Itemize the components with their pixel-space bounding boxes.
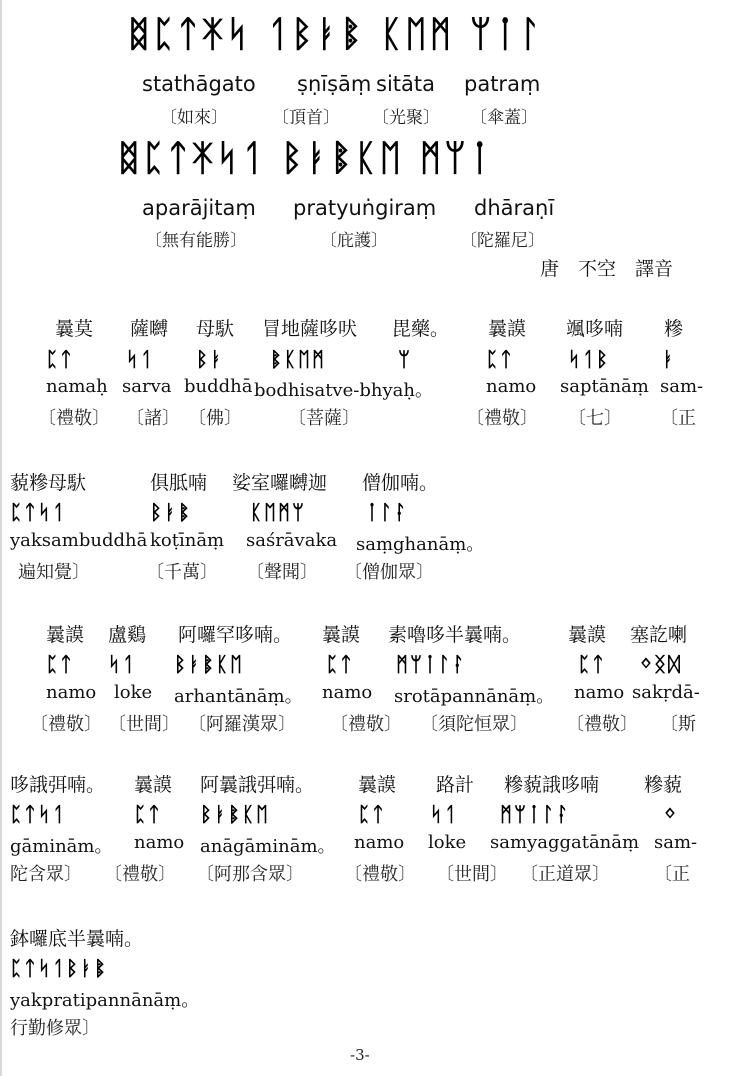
title-gloss: 〔陀羅尼〕 — [460, 231, 545, 251]
romanization: namo — [46, 682, 97, 703]
gloss: 〔聲聞〕 — [246, 562, 318, 583]
gloss: 〔禮敬〕 — [330, 714, 402, 735]
title-word: dhāraṇī — [474, 196, 555, 220]
siddham-glyphs: ᛈᛏᛋᛐᛒᛓᛔ — [10, 956, 108, 980]
title-word: patraṃ — [464, 72, 541, 96]
siddham-glyphs: ᛕᛖᛗᛘ — [250, 500, 306, 524]
gloss: 〔世間〕 — [108, 714, 180, 735]
gloss: 〔正道眾〕 — [520, 864, 610, 885]
siddham-glyphs: ᛒᛓᛔ — [150, 500, 192, 524]
romanization: gāminām。 — [10, 836, 113, 857]
gloss: 〔僧伽眾〕 — [344, 562, 434, 583]
han-syllables: 俱胝喃 — [150, 472, 208, 494]
romanization: namaḥ — [46, 376, 108, 397]
gloss: 〔正 — [660, 408, 696, 429]
romanization: sarva — [122, 376, 172, 397]
title-word: ṣṇīṣāṃ — [297, 72, 372, 96]
gloss: 〔菩薩〕 — [288, 408, 360, 429]
siddham-glyphs: ᛋᛐ — [108, 652, 136, 676]
gloss: 〔七〕 — [568, 408, 622, 429]
romanization: yaksambuddhā — [10, 530, 148, 551]
gloss: 〔阿那含眾〕 — [196, 864, 304, 885]
siddham-glyphs: ᛒᛓᛔᛕᛖ — [200, 802, 270, 826]
romanization: bodhisatve-bhyaḥ。 — [254, 380, 433, 401]
han-syllables: 曩謨 — [46, 624, 85, 646]
siddham-glyphs: ᛘ — [398, 347, 412, 371]
title-word: stathāgato — [142, 72, 256, 96]
han-syllables: 曩謨 — [322, 624, 361, 646]
gloss: 〔諸〕 — [126, 408, 180, 429]
siddham-glyphs: ᛔᛕᛖᛗ — [270, 347, 326, 371]
romanization: namo — [486, 376, 537, 397]
translator-credit: 唐 不空 譯音 — [540, 258, 674, 280]
siddham-glyphs: ᛈᛏ — [578, 652, 606, 676]
han-syllables: 曩莫 — [55, 318, 94, 340]
siddham-glyphs: ᛈᛏ — [326, 652, 354, 676]
gloss: 〔阿羅漢眾〕 — [188, 714, 296, 735]
romanization: koṭīnāṃ — [150, 530, 225, 551]
siddham-glyphs: ᛓ — [662, 347, 676, 371]
han-syllables: 曩謨 — [134, 774, 173, 796]
romanization: namo — [354, 832, 405, 853]
siddham-glyphs: ᛒᛓᛔᛕᛖ — [174, 652, 244, 676]
han-syllables: 薩嚩 — [130, 318, 169, 340]
han-syllables: 阿囉罕哆喃。 — [178, 624, 293, 646]
romanization: saptānāṃ — [560, 376, 649, 397]
page-number: -3- — [350, 1046, 370, 1064]
gloss: 〔禮敬〕 — [566, 714, 638, 735]
gloss: 〔須陀恒眾〕 — [420, 714, 528, 735]
gloss: 〔正 — [654, 864, 690, 885]
romanization: buddhā — [184, 376, 253, 397]
romanization: saṃghanāṃ。 — [356, 534, 485, 555]
han-syllables: 颯哆喃 — [566, 318, 624, 340]
romanization: namo — [322, 682, 373, 703]
siddham-glyphs: ᛈᛏ — [46, 347, 74, 371]
han-syllables: 冒地薩哆吠 — [262, 318, 358, 340]
han-syllables: 藐糝母馱 — [10, 472, 87, 494]
siddham-glyphs: ᛈᛏᛋᛐ — [10, 500, 66, 524]
siddham-glyphs: ᛈᛏ — [358, 802, 386, 826]
romanization: sam- — [660, 376, 704, 397]
siddham-glyphs: ᛗᛘᛙᛚᛛ — [500, 802, 570, 826]
title-word: sitāta — [376, 72, 435, 96]
gloss: 遍知覺〕 — [18, 562, 90, 583]
han-syllables: 鉢囉底半曩喃。 — [10, 928, 144, 950]
gloss: 〔千萬〕 — [146, 562, 218, 583]
siddham-glyphs: ᛈᛏ — [46, 652, 74, 676]
gloss: 〔禮敬〕 — [104, 864, 176, 885]
siddham-glyphs: ᛋᛐ — [126, 347, 154, 371]
han-syllables: 哆誐弭喃。 — [10, 774, 106, 796]
siddham-glyphs: ᛋᛐ — [430, 802, 458, 826]
han-syllables: 曩謨 — [358, 774, 397, 796]
gloss: 〔世間〕 — [436, 864, 508, 885]
page-edge-rule — [0, 0, 2, 1076]
han-syllables: 僧伽喃。 — [362, 472, 439, 494]
title-gloss: 〔頂首〕 — [272, 108, 340, 128]
romanization: yakpratipannānāṃ。 — [10, 990, 200, 1011]
gloss: 〔斯 — [660, 714, 696, 735]
gloss: 行勤修眾〕 — [10, 1018, 100, 1039]
han-syllables: 曩謨 — [488, 318, 527, 340]
han-syllables: 母馱 — [196, 318, 235, 340]
romanization: arhantānāṃ。 — [174, 686, 303, 707]
gloss: 陀含眾〕 — [10, 864, 82, 885]
gloss: 〔禮敬〕 — [38, 408, 110, 429]
title-siddham-line-1: ᛥᛈᛏᛡᛋ ᛐᛒᛓᛔ ᛕᛖᛗ ᛘᛙᛚ — [128, 14, 544, 55]
romanization: loke — [114, 682, 153, 703]
title-gloss: 〔無有能勝〕 — [145, 231, 247, 251]
han-syllables: 糝 — [664, 318, 684, 340]
siddham-glyphs: ᛒᛓ — [196, 347, 224, 371]
title-gloss: 〔傘蓋〕 — [470, 108, 538, 128]
han-syllables: 路計 — [436, 774, 475, 796]
siddham-glyphs: ᛈᛏ — [486, 347, 514, 371]
title-word: pratyuṅgiraṃ — [293, 196, 437, 220]
han-syllables: 娑室囉嚩迦 — [232, 472, 328, 494]
romanization: srotāpannānāṃ。 — [394, 686, 555, 707]
romanization: saśrāvaka — [246, 530, 338, 551]
gloss: 〔禮敬〕 — [30, 714, 102, 735]
han-syllables: 毘藥。 — [392, 318, 450, 340]
siddham-glyphs: ᛗᛘᛙᛚᛛ — [396, 652, 466, 676]
title-siddham-line-2: ᛥᛈᛏᛡᛋᛐ ᛒᛓᛔᛕᛖ ᛗᛘᛙ — [118, 138, 494, 179]
gloss: 〔佛〕 — [188, 408, 242, 429]
han-syllables: 盧鷄 — [108, 624, 147, 646]
siddham-glyphs: ᛜ — [664, 802, 678, 826]
romanization: namo — [574, 682, 625, 703]
han-syllables: 糝藐 — [644, 774, 683, 796]
romanization: loke — [428, 832, 467, 853]
title-gloss: 〔如來〕 — [160, 108, 228, 128]
han-syllables: 塞訖喇 — [630, 624, 688, 646]
romanization: namo — [134, 832, 185, 853]
siddham-glyphs: ᛈᛏᛋᛐ — [10, 802, 66, 826]
romanization: sam- — [654, 832, 698, 853]
title-word: aparājitaṃ — [142, 196, 256, 220]
siddham-glyphs: ᛜᛝᛞ — [640, 652, 682, 676]
romanization: samyaggatānāṃ — [490, 832, 640, 853]
siddham-glyphs: ᛙᛚᛛ — [366, 500, 408, 524]
siddham-glyphs: ᛈᛏ — [134, 802, 162, 826]
siddham-glyphs: ᛋᛐᛒ — [568, 347, 610, 371]
title-gloss: 〔光聚〕 — [372, 108, 440, 128]
han-syllables: 阿曩誐弭喃。 — [200, 774, 315, 796]
gloss: 〔禮敬〕 — [466, 408, 538, 429]
han-syllables: 素嚕哆半曩喃。 — [388, 624, 522, 646]
han-syllables: 曩謨 — [568, 624, 607, 646]
romanization: anāgāminām。 — [200, 836, 336, 857]
title-gloss: 〔庇護〕 — [320, 231, 388, 251]
romanization: sakṛdā- — [632, 682, 700, 703]
gloss: 〔禮敬〕 — [344, 864, 416, 885]
han-syllables: 糝藐誐哆喃 — [504, 774, 600, 796]
